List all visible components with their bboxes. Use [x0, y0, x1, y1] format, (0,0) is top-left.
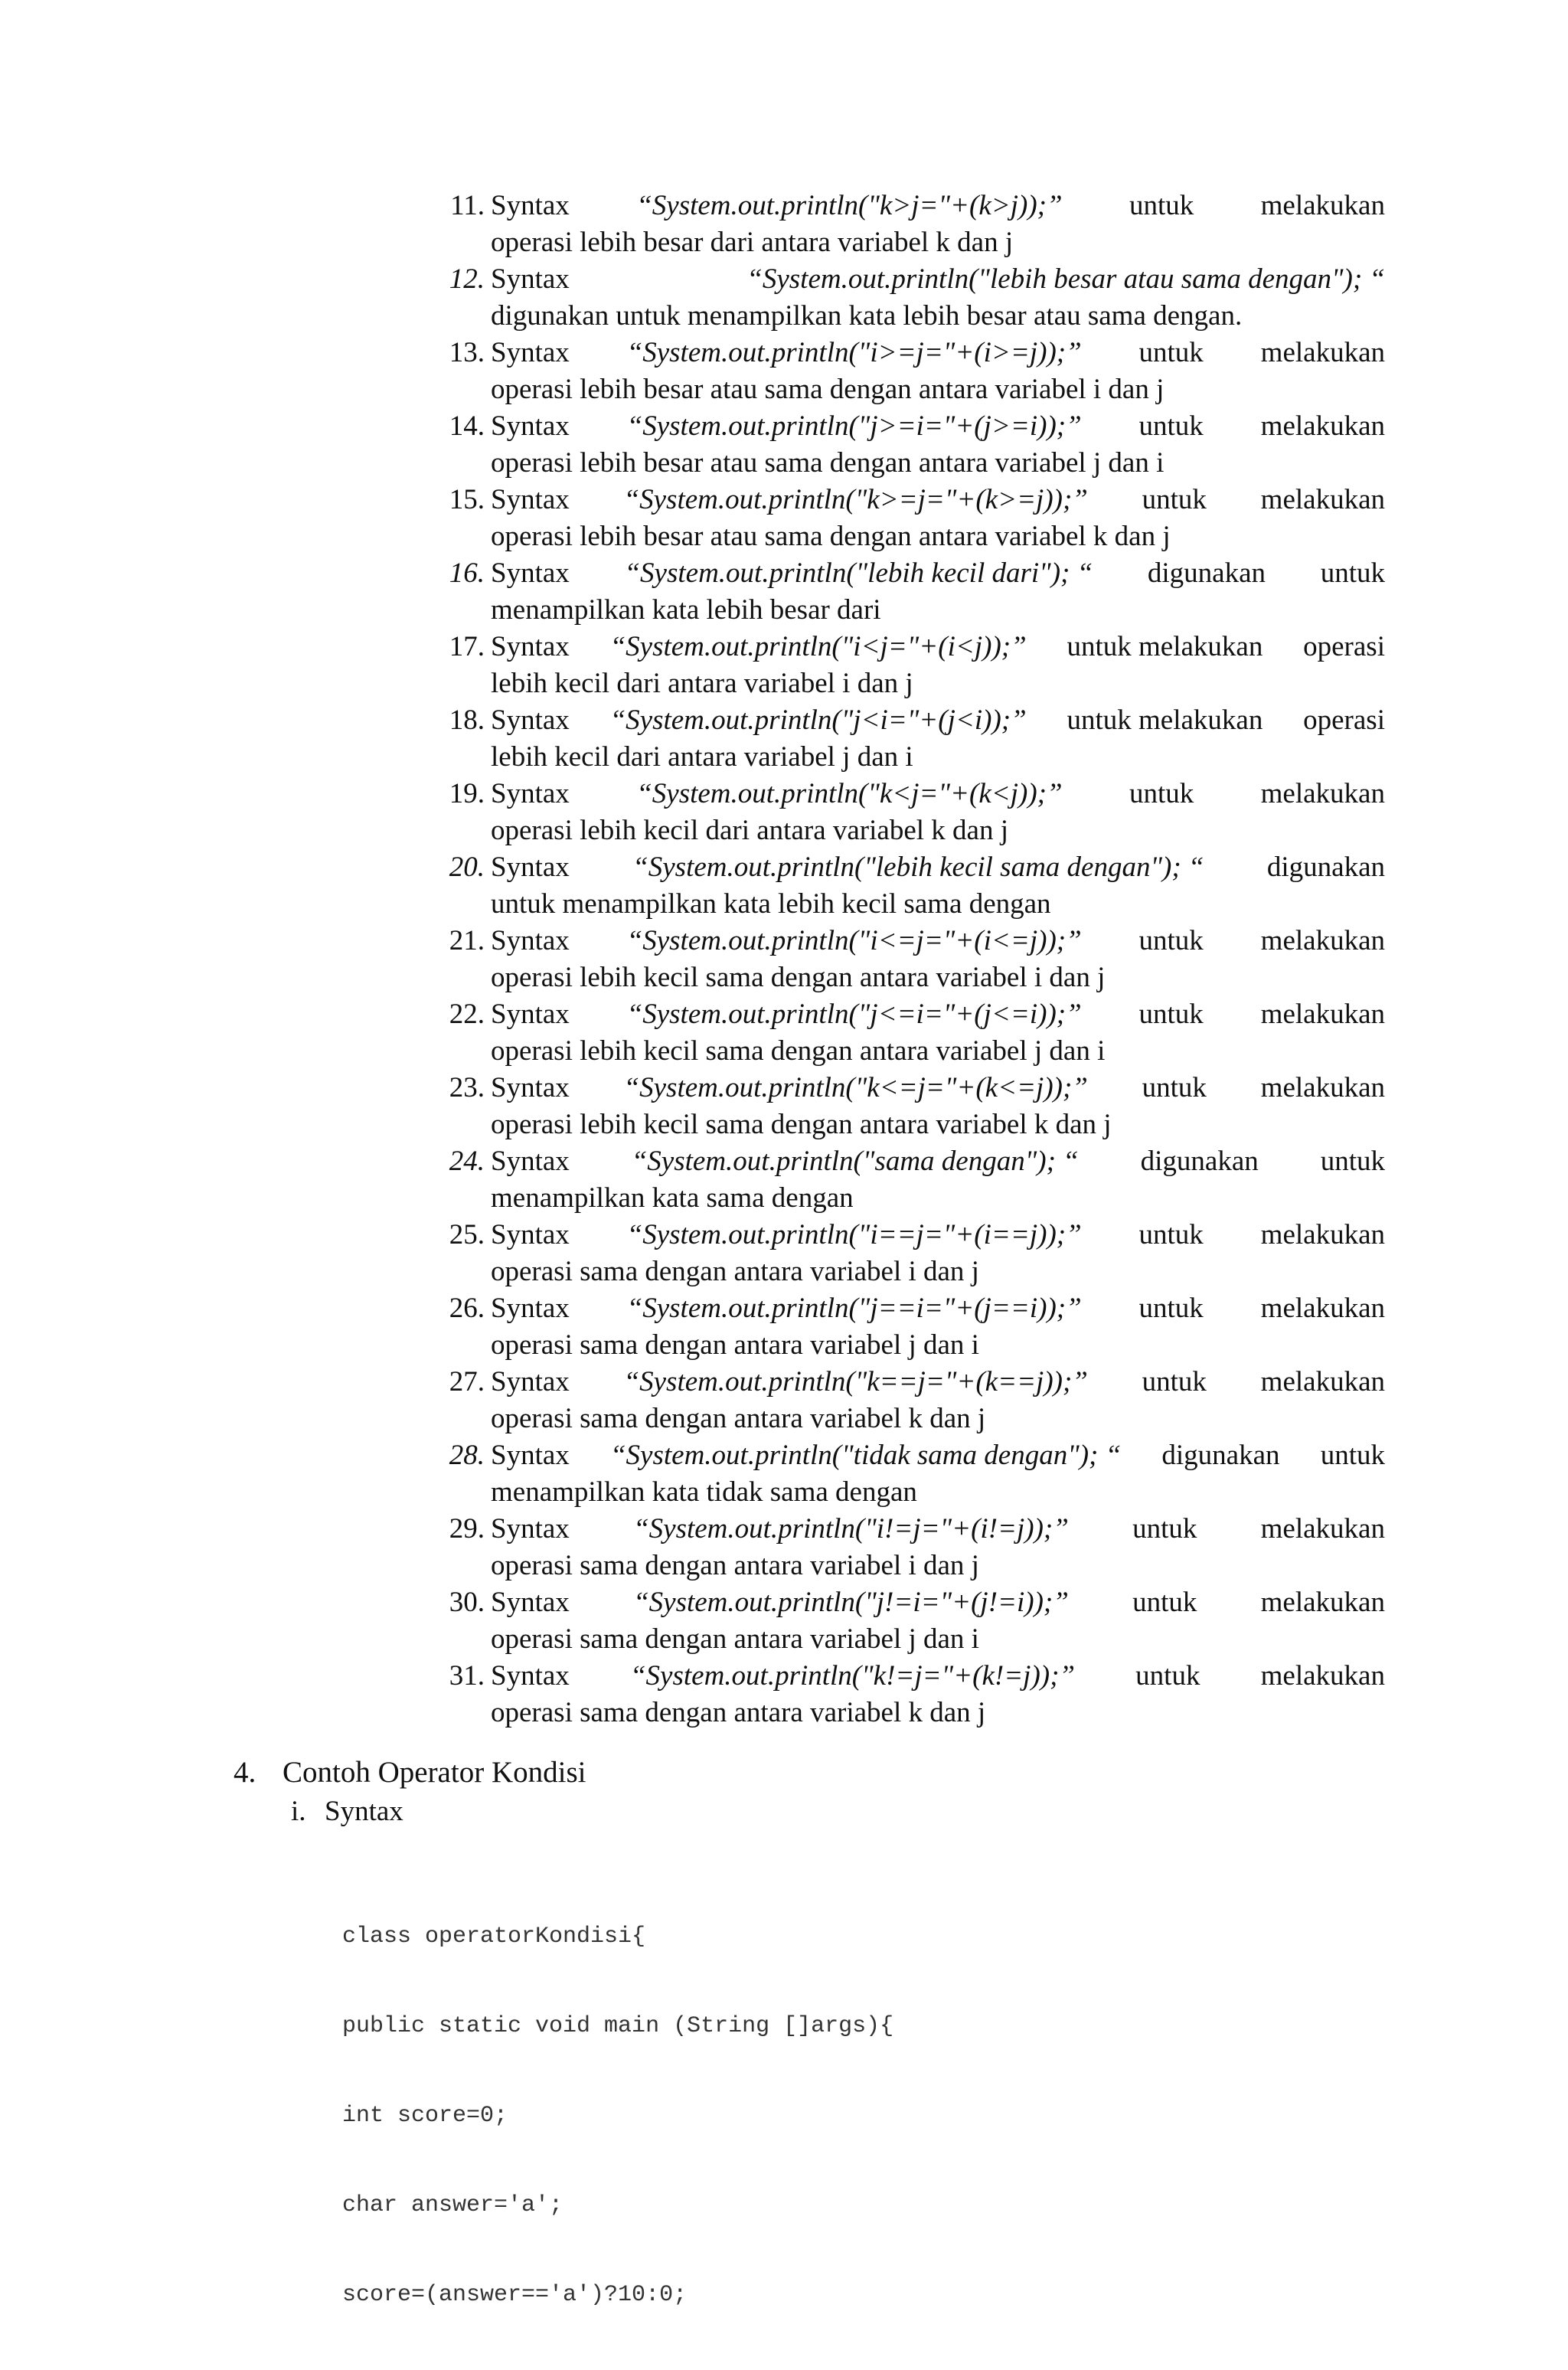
syntax-word: Syntax	[491, 484, 570, 515]
item-number: 30.	[449, 1587, 485, 1618]
item-word: melakukan	[1260, 925, 1385, 956]
item-word: digunakan	[1161, 1440, 1280, 1471]
item-first-line	[491, 1437, 1385, 1474]
code-snippet: “System.out.println("sama dengan"); “	[631, 1146, 1079, 1177]
item-word: melakukan	[1260, 1293, 1385, 1324]
syntax-word: Syntax	[491, 852, 570, 883]
item-first-line	[491, 1290, 1385, 1327]
item-word: melakukan	[1260, 1660, 1385, 1692]
item-word: melakukan	[1260, 1219, 1385, 1250]
code-line: score=(answer=='a')?10:0;	[342, 2282, 688, 2308]
code-snippet: “System.out.println("k!=j="+(k!=j));”	[629, 1660, 1075, 1692]
syntax-word: Syntax	[491, 778, 570, 809]
code-snippet: “System.out.println("k<j="+(k<j));”	[636, 778, 1063, 809]
item-word: untuk	[1138, 410, 1204, 442]
item-continuation: menampilkan kata sama dengan	[491, 1182, 854, 1214]
item-first-line	[491, 702, 1385, 739]
item-word: untuk	[1138, 999, 1204, 1030]
item-word: untuk	[1138, 1219, 1204, 1250]
list-item	[439, 776, 1385, 849]
code-snippet: “System.out.println("k>j="+(k>j));”	[636, 190, 1063, 221]
code-snippet: “System.out.println("j!=i="+(j!=i));”	[633, 1587, 1069, 1618]
syntax-word: Syntax	[491, 1366, 570, 1397]
item-first-line	[491, 1070, 1385, 1107]
code-snippet: “System.out.println("j<i="+(j<i));”	[609, 704, 1027, 736]
item-first-line	[491, 776, 1385, 812]
item-number: 31.	[449, 1660, 485, 1692]
item-word: operasi	[1303, 704, 1385, 736]
item-word: melakukan	[1260, 1366, 1385, 1397]
item-word: melakukan	[1260, 1587, 1385, 1618]
item-number: 28.	[449, 1440, 485, 1471]
item-number: 14.	[449, 410, 485, 442]
item-number: 19.	[449, 778, 485, 809]
item-first-line	[491, 996, 1385, 1033]
code-line: char answer='a';	[342, 2192, 564, 2218]
item-continuation: operasi sama dengan antara variabel j dan i	[491, 1623, 979, 1655]
item-word: melakukan	[1260, 1072, 1385, 1103]
syntax-word: Syntax	[491, 410, 570, 442]
item-first-line	[491, 1584, 1385, 1621]
item-word: melakukan	[1260, 778, 1385, 809]
item-first-line	[491, 555, 1385, 592]
code-block	[342, 1862, 893, 2370]
item-word: untuk	[1320, 557, 1385, 589]
syntax-word: Syntax	[491, 1513, 570, 1545]
list-item	[439, 1070, 1385, 1143]
item-word: untuk	[1142, 1072, 1207, 1103]
item-first-line	[491, 1511, 1385, 1548]
item-word: digunakan	[1140, 1146, 1259, 1177]
item-number: 20.	[449, 852, 485, 883]
syntax-word: Syntax	[491, 1587, 570, 1618]
item-word: untuk	[1129, 190, 1194, 221]
code-snippet: “System.out.println("lebih kecil dari"); “	[624, 557, 1093, 589]
item-first-line	[491, 1658, 1385, 1695]
item-word: untuk	[1138, 1293, 1204, 1324]
syntax-word: Syntax	[491, 337, 570, 368]
code-snippet: “System.out.println("i<j="+(i<j));”	[609, 631, 1027, 662]
list-item	[439, 1290, 1385, 1364]
item-word: untuk	[1132, 1513, 1197, 1545]
item-word: untuk	[1132, 1587, 1197, 1618]
item-number: 13.	[449, 337, 485, 368]
item-number: 22.	[449, 999, 485, 1030]
item-number: 26.	[449, 1293, 485, 1324]
item-first-line	[491, 849, 1385, 886]
item-word: untuk	[1135, 1660, 1200, 1692]
item-number: 27.	[449, 1366, 485, 1397]
item-number: 21.	[449, 925, 485, 956]
list-item	[439, 482, 1385, 555]
list-item	[439, 1364, 1385, 1437]
list-item	[439, 1437, 1385, 1511]
code-snippet: “System.out.println("i!=j="+(i!=j));”	[633, 1513, 1069, 1545]
syntax-word: Syntax	[491, 1660, 570, 1692]
syntax-word: Syntax	[491, 1440, 570, 1471]
item-number: 18.	[449, 704, 485, 736]
item-word: untuk melakukan	[1067, 704, 1263, 736]
syntax-word: Syntax	[491, 999, 570, 1030]
code-line: int score=0;	[342, 2103, 508, 2129]
item-continuation: operasi sama dengan antara variabel i dan j	[491, 1550, 979, 1581]
code-line: public static void main (String []args){	[342, 2013, 894, 2039]
item-word: digunakan	[1266, 852, 1385, 883]
code-snippet: “System.out.println("j<=i="+(j<=i));”	[626, 999, 1082, 1030]
item-continuation: operasi lebih besar atau sama dengan antara variabel j dan i	[491, 447, 1165, 479]
item-continuation: operasi lebih kecil sama dengan antara variabel i dan j	[491, 962, 1106, 993]
syntax-word: Syntax	[491, 1072, 570, 1103]
list-item	[439, 335, 1385, 408]
list-item	[439, 996, 1385, 1070]
item-first-line	[491, 629, 1385, 665]
code-snippet: “System.out.println("j==i="+(j==i));”	[626, 1293, 1082, 1324]
list-item	[439, 1217, 1385, 1290]
item-word: melakukan	[1260, 337, 1385, 368]
code-snippet: “System.out.println("lebih kecil sama dengan"); “	[632, 852, 1204, 883]
item-word: melakukan	[1260, 410, 1385, 442]
item-first-line	[491, 1364, 1385, 1401]
item-continuation: lebih kecil dari antara variabel j dan i	[491, 741, 913, 773]
list-item	[439, 555, 1385, 629]
syntax-word: Syntax	[491, 1293, 570, 1324]
item-number: 16.	[449, 557, 485, 589]
code-snippet: “System.out.println("lebih besar atau sama dengan"); “	[746, 263, 1385, 295]
item-word: untuk	[1320, 1146, 1385, 1177]
syntax-word: Syntax	[491, 704, 570, 736]
item-number: 25.	[449, 1219, 485, 1250]
item-number: 23.	[449, 1072, 485, 1103]
item-first-line	[491, 261, 1385, 298]
syntax-word: Syntax	[491, 925, 570, 956]
item-word: untuk	[1138, 925, 1204, 956]
item-word: operasi	[1303, 631, 1385, 662]
list-item	[439, 1143, 1385, 1217]
item-number: 15.	[449, 484, 485, 515]
item-continuation: operasi sama dengan antara variabel j dan i	[491, 1329, 979, 1361]
item-continuation: lebih kecil dari antara variabel i dan j	[491, 668, 913, 699]
item-continuation: menampilkan kata lebih besar dari	[491, 594, 881, 626]
item-number: 29.	[449, 1513, 485, 1545]
item-word: melakukan	[1260, 190, 1385, 221]
item-continuation: operasi lebih besar atau sama dengan antara variabel i dan j	[491, 374, 1165, 405]
item-number: 17.	[449, 631, 485, 662]
list-item	[439, 408, 1385, 482]
item-word: melakukan	[1260, 1513, 1385, 1545]
list-item	[439, 849, 1385, 923]
subsection-number: i.	[291, 1796, 306, 1827]
item-word: untuk	[1138, 337, 1204, 368]
item-continuation: menampilkan kata tidak sama dengan	[491, 1476, 917, 1508]
code-snippet: “System.out.println("i>=j="+(i>=j));”	[626, 337, 1082, 368]
list-item	[439, 629, 1385, 702]
code-snippet: “System.out.println("k==j="+(k==j));”	[623, 1366, 1088, 1397]
syntax-word: Syntax	[491, 263, 570, 295]
item-first-line	[491, 482, 1385, 518]
item-first-line	[491, 923, 1385, 959]
item-word: untuk melakukan	[1067, 631, 1263, 662]
subsection-heading	[291, 1793, 403, 1830]
subsection-title: Syntax	[325, 1796, 403, 1827]
code-snippet: “System.out.println("j>=i="+(j>=i));”	[626, 410, 1082, 442]
item-number: 24.	[449, 1146, 485, 1177]
item-continuation: operasi lebih besar dari antara variabel k dan j	[491, 227, 1014, 258]
syntax-word: Syntax	[491, 1219, 570, 1250]
item-continuation: digunakan untuk menampilkan kata lebih besar atau sama dengan.	[491, 300, 1243, 332]
list-item	[439, 923, 1385, 996]
item-continuation: operasi lebih besar atau sama dengan antara variabel k dan j	[491, 521, 1171, 552]
item-first-line	[491, 1217, 1385, 1254]
item-word: untuk	[1142, 1366, 1207, 1397]
syntax-word: Syntax	[491, 1146, 570, 1177]
item-continuation: operasi lebih kecil sama dengan antara variabel k dan j	[491, 1109, 1112, 1140]
list-item	[439, 1658, 1385, 1731]
syntax-word: Syntax	[491, 557, 570, 589]
item-word: melakukan	[1260, 484, 1385, 515]
item-first-line	[491, 335, 1385, 371]
item-continuation: untuk menampilkan kata lebih kecil sama dengan	[491, 888, 1051, 920]
section-number: 4.	[234, 1756, 256, 1789]
item-word: untuk	[1320, 1440, 1385, 1471]
list-item	[439, 702, 1385, 776]
list-item	[439, 261, 1385, 335]
syntax-word: Syntax	[491, 631, 570, 662]
list-item	[439, 188, 1385, 261]
list-item	[439, 1511, 1385, 1584]
item-first-line	[491, 408, 1385, 445]
list-item	[439, 1584, 1385, 1658]
code-snippet: “System.out.println("i<=j="+(i<=j));”	[626, 925, 1082, 956]
item-first-line	[491, 1143, 1385, 1180]
code-snippet: “System.out.println("i==j="+(i==j));”	[626, 1219, 1082, 1250]
item-word: melakukan	[1260, 999, 1385, 1030]
code-line: class operatorKondisi{	[342, 1924, 646, 1950]
item-continuation: operasi sama dengan antara variabel k dan j	[491, 1403, 986, 1434]
code-snippet: “System.out.println("k>=j="+(k>=j));”	[623, 484, 1088, 515]
item-number: 12.	[449, 263, 485, 295]
syntax-word: Syntax	[491, 190, 570, 221]
item-word: untuk	[1129, 778, 1194, 809]
item-first-line	[491, 188, 1385, 224]
item-continuation: operasi lebih kecil sama dengan antara variabel j dan i	[491, 1035, 1106, 1067]
code-snippet: “System.out.println("tidak sama dengan"); “	[609, 1440, 1122, 1471]
syntax-explanation-list	[439, 188, 1385, 1731]
section-title: Contoh Operator Kondisi	[283, 1756, 586, 1789]
item-continuation: operasi sama dengan antara variabel k dan j	[491, 1697, 986, 1728]
item-number: 11.	[450, 190, 485, 221]
section-heading	[234, 1754, 586, 1792]
item-continuation: operasi lebih kecil dari antara variabel k dan j	[491, 815, 1008, 846]
code-snippet: “System.out.println("k<=j="+(k<=j));”	[623, 1072, 1088, 1103]
item-continuation: operasi sama dengan antara variabel i dan j	[491, 1256, 979, 1287]
item-word: digunakan	[1147, 557, 1266, 589]
item-word: untuk	[1142, 484, 1207, 515]
